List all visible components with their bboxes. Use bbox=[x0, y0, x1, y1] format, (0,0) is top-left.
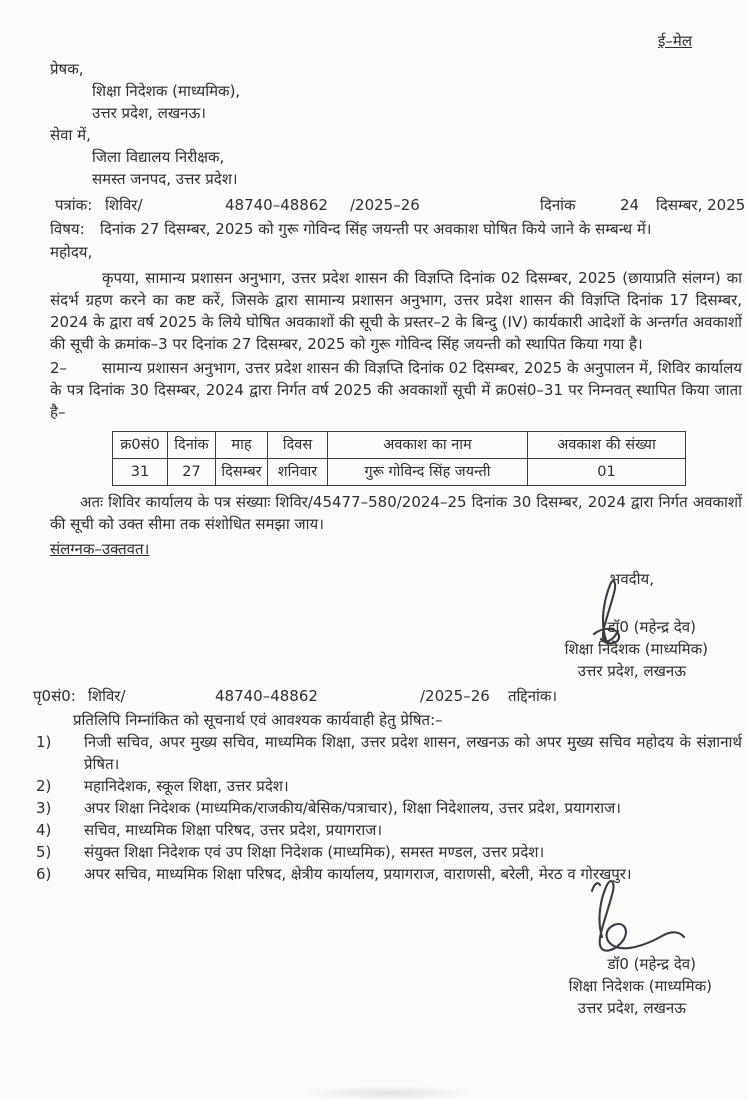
subject-line bbox=[50, 218, 742, 240]
recipient-address bbox=[50, 146, 742, 190]
reference-date-rest: दिसम्बर, 2025 bbox=[656, 196, 746, 214]
scan-smudge bbox=[300, 1086, 480, 1100]
body-paragraph-3: अतः शिविर कार्यालय के पत्र संख्याः शिविर/45477–580/2024–25 दिनांक 30 दिसम्बर, 2024 द्वारा निर्गत अवकाशों की सूची को उक्त सीमा तक संशोधित समझा जाय। bbox=[50, 493, 742, 533]
cc-item-2-number: 2) bbox=[36, 777, 52, 795]
cc-item-6-text: अपर सचिव, माध्यमिक शिक्षा परिषद, क्षेत्रीय कार्यालय, प्रयागराज, वाराणसी, बरेली, मेरठ व गोरखपुर। bbox=[84, 865, 632, 883]
cc-item-5-text: संयुक्त शिक्षा निदेशक एवं उप शिक्षा निदेशक (माध्यमिक), समस्त मण्डल, उत्तर प्रदेश। bbox=[84, 843, 545, 861]
table-cell-name: गुरू गोविन्द सिंह जयन्ती bbox=[328, 459, 528, 486]
endorsement-number: 48740–48862 bbox=[215, 687, 318, 705]
subject-label: विषय: bbox=[50, 220, 85, 238]
cc-item-3-text: अपर शिक्षा निदेशक (माध्यमिक/राजकीय/बेसिक/पत्राचार), शिक्षा निदेशालय, उत्तर प्रदेश, प्रयागराज। bbox=[84, 799, 621, 817]
holiday-table-data-row bbox=[113, 459, 686, 486]
signatory-place-1: उत्तर प्रदेश, लखनऊ bbox=[577, 662, 686, 680]
holiday-table bbox=[112, 431, 686, 486]
cc-item-2-text: महानिदेशक, स्कूल शिक्षा, उत्तर प्रदेश। bbox=[84, 777, 289, 795]
table-header-month: माह bbox=[216, 432, 268, 459]
cc-item-6-number: 6) bbox=[36, 865, 52, 883]
table-header-day: दिवस bbox=[268, 432, 328, 459]
recipient-line-2: समस्त जनपद, उत्तर प्रदेश। bbox=[92, 170, 238, 188]
cc-item-4 bbox=[36, 819, 742, 841]
table-header-serial: क्र0सं0 bbox=[113, 432, 168, 459]
table-cell-serial: 31 bbox=[113, 459, 168, 486]
signatory-designation-2: शिक्षा निदेशक (माध्यमिक) bbox=[568, 977, 712, 995]
reference-number: 48740–48862 bbox=[225, 196, 328, 214]
cc-item-5-number: 5) bbox=[36, 843, 52, 861]
endorsement-year: /2025–26 bbox=[420, 687, 490, 705]
holiday-table-header-row bbox=[113, 432, 686, 459]
cc-item-4-text: सचिव, माध्यमिक शिक्षा परिषद, उत्तर प्रदेश, प्रयागराज। bbox=[84, 821, 383, 839]
table-cell-date: 27 bbox=[168, 459, 216, 486]
email-mode-label bbox=[50, 30, 742, 52]
paragraph-2-text: सामान्य प्रशासन अनुभाग, उत्तर प्रदेश शासन की विज्ञप्ति दिनांक 02 दिसम्बर, 2025 के अनुपालन में, शिविर कार्यालय के पत्र दिनांक 30 दिसम्बर, 2024 द्वारा निर्गत वर्ष 2025 की अवकाशों सूची में क्र0सं0–31 पर निम्नवत् स्थापित किया जाता है– bbox=[50, 359, 742, 421]
signatory-name-2: डॉ0 (महेन्द्र देव) bbox=[607, 955, 696, 973]
table-header-count: अवकाश की संख्या bbox=[528, 432, 686, 459]
table-header-date: दिनांक bbox=[168, 432, 216, 459]
endorsement-label: पृ0सं0: bbox=[33, 687, 76, 705]
table-header-name: अवकाश का नाम bbox=[328, 432, 528, 459]
sender-line-1: शिक्षा निदेशक (माध्यमिक), bbox=[92, 82, 241, 100]
reference-office: शिविर/ bbox=[105, 196, 143, 214]
paragraph-2-number: 2– bbox=[50, 359, 68, 377]
body-paragraph-1: कृपया, सामान्य प्रशासन अनुभाग, उत्तर प्रदेश शासन की विज्ञप्ति दिनांक 02 दिसम्बर, 2025 (छायाप्रति संलग्न) का संदर्भ ग्रहण करने का कष्ट करें, जिसके द्वारा सामान्य प्रशासन अनुभाग, उत्तर प्रदेश शासन की विज्ञप्ति दिनांक 17 दिसम्बर, 2024 के द्वारा वर्ष 2025 के लिये घोषित अवकाशों की सूची के प्रस्तर–2 के बिन्दु (IV) कार्यकारी आदेशों के अन्तर्गत अवकाशों की सूची के क्रमांक–3 पर दिनांक 27 दिसम्बर, 2025 को गुरू गोविन्द सिंह जयन्ती को स्थापित किया गया है। bbox=[50, 269, 742, 353]
body-paragraph-2 bbox=[50, 357, 742, 423]
table-cell-count: 01 bbox=[528, 459, 686, 486]
endorsement-suffix: तद्दिनांक। bbox=[508, 687, 558, 705]
signature-block-2 bbox=[50, 887, 742, 1037]
letter-reference-line bbox=[50, 194, 746, 217]
cc-item-5 bbox=[36, 841, 742, 863]
closing-salutation: भवदीय, bbox=[609, 570, 654, 588]
cc-item-4-number: 4) bbox=[36, 821, 52, 839]
subject-text: दिनांक 27 दिसम्बर, 2025 को गुरू गोविन्द सिंह जयन्ती पर अवकाश घोषित किये जाने के सम्बन्ध में। bbox=[100, 220, 652, 238]
signatory-name-1: डॉ0 (महेन्द्र देव) bbox=[607, 618, 696, 636]
recipient-line-1: जिला विद्यालय निरीक्षक, bbox=[92, 148, 225, 166]
enclosure-note bbox=[50, 538, 742, 560]
email-label-text: ई–मेल bbox=[657, 32, 692, 50]
cc-item-3-number: 3) bbox=[36, 799, 52, 817]
recipient-label: सेवा में, bbox=[50, 126, 91, 144]
sender-address bbox=[50, 80, 742, 124]
signature-scribble-1 bbox=[576, 576, 640, 648]
reference-year: /2025–26 bbox=[350, 196, 420, 214]
reference-date-day: 24 bbox=[620, 196, 640, 214]
cc-item-2 bbox=[36, 775, 742, 797]
table-cell-month: दिसम्बर bbox=[216, 459, 268, 486]
table-cell-day: शनिवार bbox=[268, 459, 328, 486]
reference-date-label: दिनांक bbox=[540, 196, 576, 214]
salutation: महोदय, bbox=[50, 243, 93, 261]
cc-item-1-text: निजी सचिव, अपर मुख्य सचिव, माध्यमिक शिक्षा, उत्तर प्रदेश शासन, लखनऊ को अपर मुख्य सचिव महोदय के संज्ञानार्थ प्रेषित। bbox=[84, 733, 742, 773]
copy-forward-line: प्रतिलिपि निम्नांकित को सूचनार्थ एवं आवश्यक कार्यवाही हेतु प्रेषित:– bbox=[73, 711, 443, 729]
endorsement-office: शिविर/ bbox=[88, 687, 126, 705]
signature-block-1 bbox=[50, 568, 742, 682]
signatory-place-2: उत्तर प्रदेश, लखनऊ bbox=[577, 999, 686, 1017]
signature-scribble-2 bbox=[530, 875, 700, 961]
cc-item-1-number: 1) bbox=[36, 733, 52, 751]
signatory-designation-1: शिक्षा निदेशक (माध्यमिक) bbox=[564, 640, 708, 658]
cc-item-3 bbox=[36, 797, 742, 819]
cc-item-1 bbox=[36, 731, 742, 775]
reference-label: पत्रांक: bbox=[55, 196, 93, 214]
endorsement-reference-line bbox=[33, 685, 742, 708]
sender-label: प्रेषक, bbox=[50, 60, 84, 78]
enclosure-text: संलग्नक–उक्तवत। bbox=[50, 540, 150, 558]
sender-line-2: उत्तर प्रदेश, लखनऊ। bbox=[92, 104, 206, 122]
